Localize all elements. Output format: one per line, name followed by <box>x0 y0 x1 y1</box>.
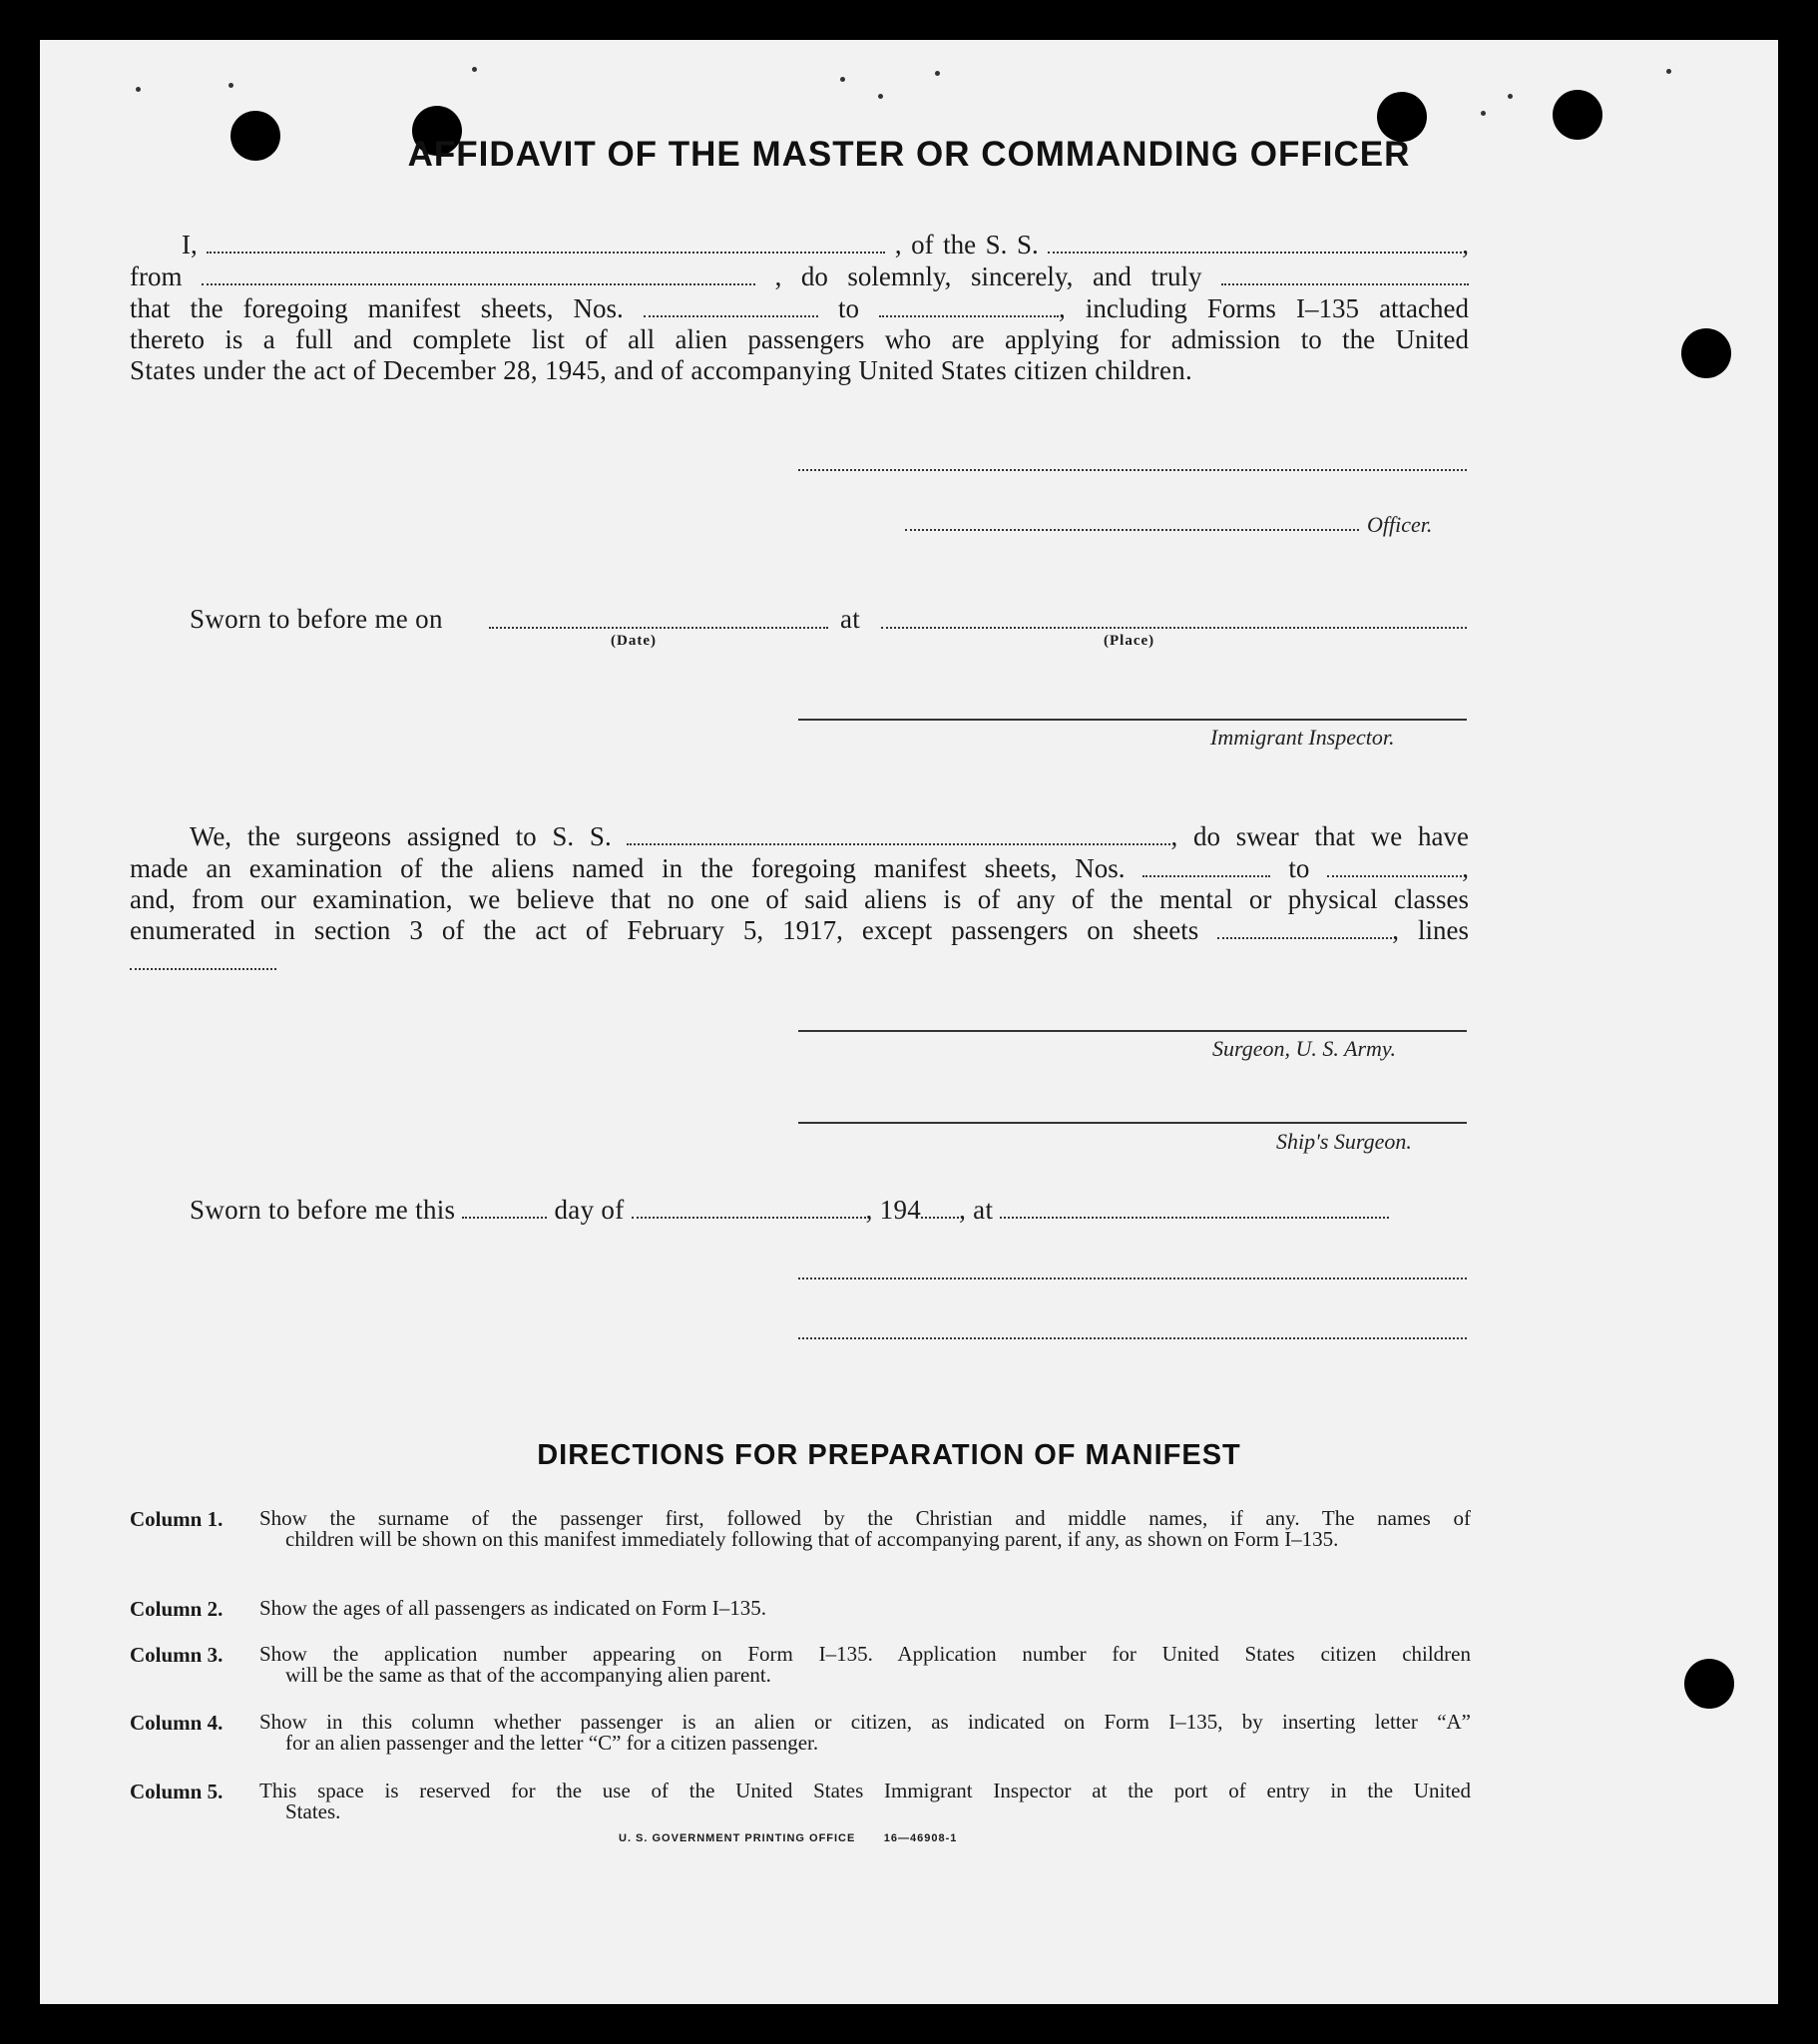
label-do-swear: , do swear that we have <box>1170 821 1470 851</box>
punch-hole <box>1681 328 1731 378</box>
sworn-day-field[interactable] <box>462 1217 547 1219</box>
port-from-field[interactable] <box>202 283 755 285</box>
column-label: Column 1. <box>130 1507 224 1531</box>
column-text-first: This space is reserved for the use of the United States Immigrant Inspector at the port of entry in the United <box>259 1779 1471 1802</box>
speck <box>878 94 883 99</box>
sworn-place-field-2[interactable] <box>1000 1217 1389 1219</box>
punch-hole <box>1684 1659 1734 1709</box>
label-lines: , lines <box>1392 915 1470 945</box>
label-to: to <box>1288 853 1310 883</box>
officer-name-field[interactable] <box>207 252 885 254</box>
column-text-first: Show in this column whether passenger is an alien or citizen, as indicated on Form I–135, by inserting letter “A” <box>259 1710 1471 1734</box>
affidavit-title: AFFIDAVIT OF THE MASTER OR COMMANDING OFFICER <box>407 135 1411 174</box>
form-code: 16—46908-1 <box>883 1832 958 1844</box>
speck <box>935 71 940 76</box>
surgeons-sheets-to-field[interactable] <box>1327 875 1462 877</box>
label-194: , 194 <box>865 1195 922 1225</box>
label-i: I, <box>182 230 198 259</box>
affidavit-line-3 <box>130 293 1469 324</box>
army-surgeon-signature-line[interactable] <box>798 1030 1467 1032</box>
inspector-caption: Immigrant Inspector. <box>1210 725 1395 750</box>
label-solemnly: , do solemnly, sincerely, and truly <box>774 261 1202 291</box>
declare-field[interactable] <box>1221 283 1469 285</box>
column-text-first: Show the ages of all passengers as indicated on Form I–135. <box>259 1596 766 1620</box>
label-enumerated: enumerated in section 3 of the act of February 5, 1917, except passengers on sheets <box>130 915 1199 945</box>
date-caption: (Date) <box>611 633 657 649</box>
officer-title-line[interactable] <box>905 529 1359 531</box>
column-text-rest: for an alien passenger and the letter “C” for a citizen passenger. <box>285 1731 819 1755</box>
affidavit-line-2 <box>130 261 1469 292</box>
label-examination: made an examination of the aliens named in the foregoing manifest sheets, Nos. <box>130 853 1126 883</box>
speck <box>228 83 233 88</box>
comma: , <box>1462 853 1470 883</box>
label-manifest-sheets: that the foregoing manifest sheets, Nos. <box>130 293 624 323</box>
directions-title: DIRECTIONS FOR PREPARATION OF MANIFEST <box>537 1439 1241 1471</box>
label-sworn-this: Sworn to before me this <box>190 1195 456 1225</box>
speck <box>1481 111 1486 116</box>
army-surgeon-caption: Surgeon, U. S. Army. <box>1212 1036 1396 1061</box>
ship-name-field[interactable] <box>1048 252 1462 254</box>
printer-name: U. S. GOVERNMENT PRINTING OFFICE <box>619 1832 856 1844</box>
sworn-this-label <box>190 1195 1389 1226</box>
column-text-rest: will be the same as that of the accompanying alien parent. <box>285 1663 771 1687</box>
sworn-at-label: at <box>840 604 861 634</box>
label-surgeons-assigned: We, the surgeons assigned to S. S. <box>190 821 612 851</box>
surgeons-line-3: and, from our examination, we believe that no one of said aliens is of any of the mental or physical classes <box>130 884 1469 914</box>
punch-hole <box>1553 90 1602 140</box>
column-text-rest: States. <box>285 1799 341 1823</box>
surgeons-line-1 <box>190 821 1469 852</box>
column-text-first: Show the application number appearing on Form I–135. Application number for United States citizen children <box>259 1642 1471 1666</box>
affidavit-line-4: thereto is a full and complete list of all alien passengers who are applying for admission to the United <box>130 324 1469 354</box>
column-text-first: Show the surname of the passenger first, followed by the Christian and middle names, if any. The names of <box>259 1506 1471 1530</box>
ship-surgeon-signature-line[interactable] <box>798 1122 1467 1124</box>
officer-caption: Officer. <box>1367 512 1433 537</box>
column-label: Column 2. <box>130 1597 224 1621</box>
printer-imprint <box>619 1832 957 1844</box>
ship-surgeon-caption: Ship's Surgeon. <box>1276 1129 1412 1154</box>
sheets-to-field[interactable] <box>879 315 1059 317</box>
speck <box>136 87 141 92</box>
column-text-rest: children will be shown on this manifest immediately following that of accompanying parent, if any, as shown on Form I–135. <box>285 1527 1339 1551</box>
speck <box>472 67 477 72</box>
sworn-on-label: Sworn to before me on <box>190 604 443 634</box>
column-text <box>259 1781 1471 1822</box>
surgeons-line-2 <box>130 853 1469 884</box>
surgeons-sheets-from-field[interactable] <box>1142 875 1270 877</box>
label-including-forms: , including Forms I–135 attached <box>1059 293 1470 323</box>
inspector-signature-line[interactable] <box>798 719 1467 721</box>
surgeons-ship-field[interactable] <box>627 843 1170 845</box>
place-caption: (Place) <box>1104 633 1155 649</box>
speck <box>1666 69 1671 74</box>
label-to: to <box>837 293 859 323</box>
affidavit-line-1 <box>182 230 1469 260</box>
label-at: , at <box>959 1195 994 1225</box>
column-text <box>259 1712 1471 1754</box>
surgeons-line-4 <box>130 915 1469 946</box>
column-label: Column 3. <box>130 1643 224 1667</box>
sworn-month-field[interactable] <box>632 1217 866 1219</box>
sworn-date-field[interactable] <box>489 627 828 629</box>
column-label: Column 4. <box>130 1711 224 1735</box>
sworn-year-field[interactable] <box>921 1217 959 1219</box>
affidavit-line-5: States under the act of December 28, 1945, and of accompanying United States citizen children. <box>130 355 1193 385</box>
column-label: Column 5. <box>130 1780 224 1803</box>
exception-sheets-field[interactable] <box>1217 937 1392 939</box>
sworn-place-field[interactable] <box>881 627 1467 629</box>
label-from: from <box>130 261 183 291</box>
column-text <box>259 1508 1471 1550</box>
speck <box>1508 94 1513 99</box>
label-day-of: day of <box>554 1195 625 1225</box>
comma: , <box>1462 230 1470 259</box>
column-text <box>259 1598 1471 1619</box>
officer-signature-line-2[interactable] <box>798 1278 1467 1279</box>
column-text <box>259 1644 1471 1686</box>
exception-lines-field[interactable] <box>130 968 276 970</box>
label-of-the-ss: , of the S. S. <box>894 230 1039 259</box>
officer-title-line-2[interactable] <box>798 1337 1467 1339</box>
officer-signature-line[interactable] <box>798 469 1467 471</box>
speck <box>840 77 845 82</box>
sheets-from-field[interactable] <box>644 315 818 317</box>
